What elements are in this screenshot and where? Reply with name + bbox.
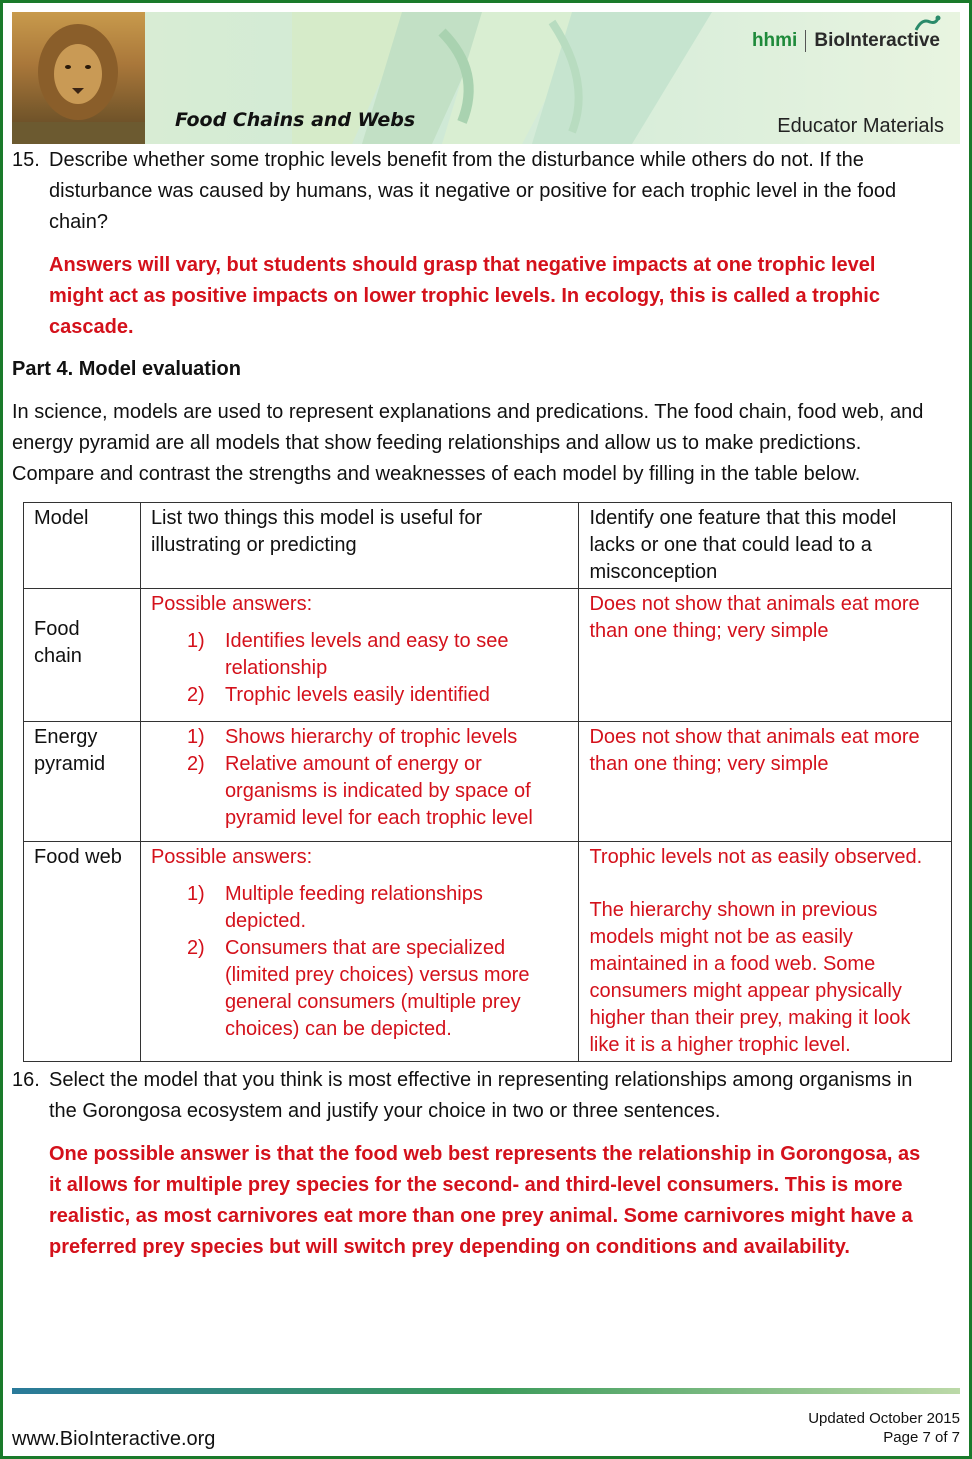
- list-item: [151, 628, 569, 682]
- answer-line: cascade.: [49, 316, 134, 338]
- item-text: Shows hierarchy of trophic levels: [224, 726, 518, 748]
- useful-cell: [140, 842, 579, 1062]
- model-comparison-table: [23, 502, 952, 1062]
- section-heading: Part 4. Model evaluation: [12, 358, 241, 380]
- answer-line: might act as positive impacts on lower trophic levels. In ecology, this is called a trophic: [49, 285, 880, 307]
- item-text: Relative amount of energy or organisms is indicated by space of pyramid level for each trophic level: [224, 753, 533, 829]
- answer-line: Answers will vary, but students should grasp that negative impacts at one trophic level: [49, 254, 876, 276]
- question-text-line: Describe whether some trophic levels benefit from the disturbance while others do not. If the: [49, 149, 864, 171]
- intro-line: In science, models are used to represent explanations and predications. The food chain, food web, and: [12, 401, 924, 423]
- answer-16: [49, 1139, 920, 1263]
- header-useful: List two things this model is useful for illustrating or predicting: [140, 503, 579, 589]
- useful-cell: [140, 722, 579, 842]
- intro-line: energy pyramid are all models that show feeding relationships and allow us to make predictions.: [12, 432, 862, 454]
- table-row: [24, 589, 952, 722]
- possible-answers-label: Possible answers:: [150, 593, 313, 615]
- intro-line: Compare and contrast the strengths and weaknesses of each model by filling in the table below.: [12, 463, 861, 485]
- document-title: Food Chains and Webs: [175, 109, 416, 131]
- table-row: [24, 842, 952, 1062]
- question-text-line: Select the model that you think is most effective in representing relationships among organisms in: [49, 1069, 913, 1091]
- item-text: Identifies levels and easy to see relationship: [224, 630, 509, 679]
- useful-cell: [140, 589, 579, 722]
- model-name: Food chain: [24, 589, 141, 722]
- question-text-line: chain?: [49, 211, 108, 233]
- document-subtitle: Educator Materials: [777, 115, 944, 137]
- question-text-line: the Gorongosa ecosystem and justify your choice in two or three sentences.: [49, 1100, 721, 1122]
- lacks-text: The hierarchy shown in previous models might not be as easily maintained in a food web. Some consumers might appear physically higher than their prey, making it look like it is a higher trophic level.: [589, 899, 911, 1056]
- question-number: 15.: [12, 149, 40, 171]
- answer-line: it allows for multiple prey species for the second- and third-level consumers. This is more: [49, 1174, 903, 1196]
- model-name: Food web: [24, 842, 141, 1062]
- footer-url: www.BioInteractive.org: [12, 1428, 216, 1450]
- lacks-cell: [579, 722, 952, 842]
- item-number: 2): [186, 753, 205, 775]
- question-text-line: disturbance was caused by humans, was it negative or positive for each trophic level in the food: [49, 180, 897, 202]
- lacks-text: Trophic levels not as easily observed.: [589, 846, 923, 868]
- footer-divider: [12, 1388, 960, 1394]
- model-name: Energy pyramid: [24, 722, 141, 842]
- section-intro: [12, 397, 923, 490]
- logo-brand-text: BioInteractive: [814, 30, 940, 51]
- list-item: [151, 881, 569, 935]
- answer-line: realistic, as most carnivores eat more than one prey animal. Some carnivores might have a: [49, 1205, 913, 1227]
- list-item: [151, 724, 569, 751]
- item-number: 2): [186, 937, 205, 959]
- item-number: 2): [186, 684, 205, 706]
- header-model: Model: [24, 503, 141, 589]
- list-item: [151, 751, 569, 832]
- updated-date: Updated October 2015: [808, 1410, 960, 1427]
- answer-line: preferred prey species but will switch prey depending on conditions and availability.: [49, 1236, 850, 1258]
- answer-list: [151, 628, 569, 709]
- header-lacks: Identify one feature that this model lacks or one that could lead to a misconception: [579, 503, 952, 589]
- lacks-text: Does not show that animals eat more than one thing; very simple: [589, 726, 920, 775]
- footer-meta: [808, 1409, 960, 1447]
- logo-hhmi-text: hhmi: [751, 30, 798, 51]
- item-text: Consumers that are specialized (limited prey choices) versus more general consumers (multiple prey choices) can be depicted.: [224, 937, 530, 1040]
- page-number: Page 7 of 7: [883, 1429, 960, 1446]
- lacks-cell: [579, 842, 952, 1062]
- table-header-row: [24, 503, 952, 589]
- answer-line: One possible answer is that the food web best represents the relationship in Gorongosa, as: [49, 1143, 921, 1165]
- item-number: 1): [186, 726, 205, 748]
- item-number: 1): [186, 630, 205, 652]
- item-text: Multiple feeding relationships depicted.: [224, 883, 483, 932]
- answer-15: [49, 250, 880, 343]
- lacks-cell: [579, 589, 952, 722]
- item-text: Trophic levels easily identified: [224, 684, 490, 706]
- lacks-text: Does not show that animals eat more than one thing; very simple: [589, 593, 920, 642]
- possible-answers-label: Possible answers:: [150, 846, 313, 868]
- lion-photo: [12, 12, 145, 144]
- item-number: 1): [186, 883, 205, 905]
- question-number: 16.: [12, 1069, 40, 1091]
- list-item: [151, 935, 569, 1043]
- lizard-icon: [912, 14, 942, 38]
- list-item: [151, 682, 569, 709]
- answer-list: [151, 724, 569, 832]
- table-row: [24, 722, 952, 842]
- logo-separator: [805, 30, 806, 52]
- answer-list: [151, 881, 569, 1043]
